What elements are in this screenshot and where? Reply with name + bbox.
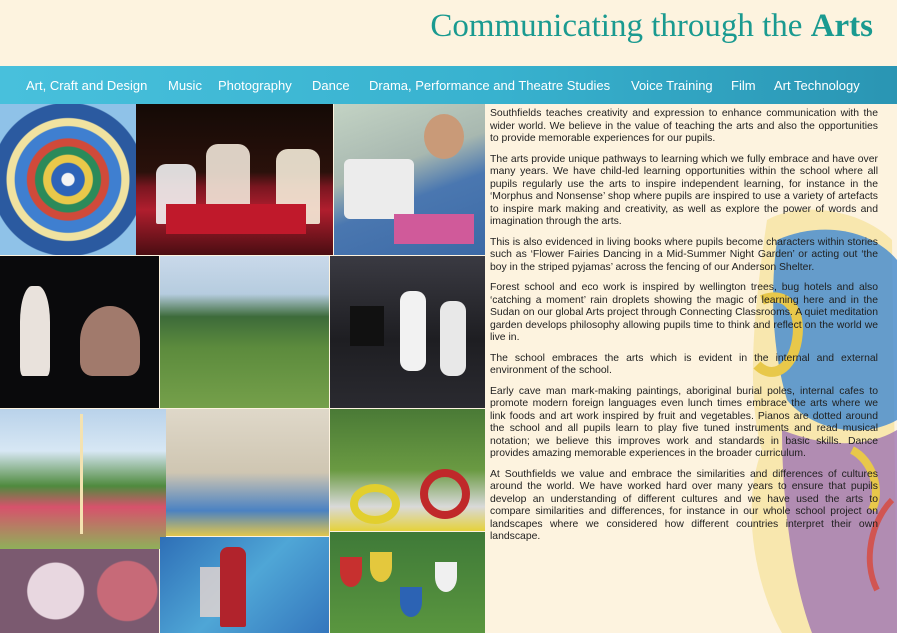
painted-shields-photo (330, 532, 485, 633)
nav-item-dance[interactable]: Dance (312, 78, 350, 93)
children-dancing-field-photo (160, 256, 329, 408)
nav-item-art-craft-design[interactable]: Art, Craft and Design (26, 78, 148, 93)
decorated-sculptures-photo (0, 549, 159, 633)
paragraph-7: At Southfields we value and embrace the similarities and differences of cultures around the world. We have worked hard over many years to ensure that pupils develop an understanding of different cultures and we have used the arts to compare similarities and differences, for instance in our whole school project on landscapes where we considered how different countries interpret their own landscape. (490, 468, 878, 542)
nav-item-film[interactable]: Film (731, 78, 756, 93)
nav-item-art-technology[interactable]: Art Technology (774, 78, 860, 93)
paragraph-2: The arts provide unique pathways to learning which we fully embrace and have over many years. We have child-led learning opportunities within the school where all pupils regularly use the arts to inspire independent learning, for instance in the ‘Morphus and Nonsense’ shop where pupils are inspired to use a variety of artefacts to inspire mark making and creativity, as well as explore the power of words and imagination through the arts. (490, 153, 878, 227)
paragraph-3: This is also evidenced in living books where pupils become characters within stories such as ‘Flower Fairies Dancing in a Mid-Summer Night Garden’ or acting out ‘the boy in the striped pyjamas’ across the fencing of our Anderson Shelter. (490, 236, 878, 273)
page-title (430, 8, 873, 45)
paragraph-5: The school embraces the arts which is evident in the internal and external environment of the school. (490, 352, 878, 376)
paragraph-1: Southfields teaches creativity and expression to enhance communication with the wider world. We believe in the value of teaching the arts and also the opportunities to provide memorable experiences for our pupils. (490, 108, 878, 144)
paragraph-4: Forest school and eco work is inspired by wellington trees, bug hotels and also ‘catching a moment’ rain droplets showing the magic of learning here and in the Sudan on our global Arts project through Connecting Classrooms. A quiet meditation garden develops philosophy allowing pupils time to think and reflect on the world we live in. (490, 282, 878, 343)
pupil-sewing-machine-photo (334, 104, 485, 255)
nav-item-drama[interactable]: Drama, Performance and Theatre Studies (369, 78, 611, 93)
nav-item-voice-training[interactable]: Voice Training (631, 78, 713, 93)
maypole-dancing-photo (0, 409, 166, 549)
violin-performance-photo (330, 256, 485, 408)
children-on-tyres-photo (330, 409, 485, 531)
page-title-main: Communicating through the (430, 8, 811, 44)
page-title-bold: Arts (810, 8, 873, 44)
ballet-dancers-photo (0, 256, 159, 408)
body-text (490, 108, 878, 552)
music-classroom-photo (166, 409, 329, 536)
paragraph-6: Early cave man mark-making paintings, aboriginal burial poles, internal cafes to promote modern foreign languages even lunch times embrace the arts where we link foods and art work inspired by fruit and vegetables. Pianos are dotted around the school and all pupils learn to play five tuned instruments and read musical notation; we believe this improves work and standards in basic skills. Dance provides amazing memorable experiences in the broader curriculum. (490, 385, 878, 459)
spiral-mosaic-artwork-photo (0, 104, 136, 255)
nav-item-photography[interactable]: Photography (218, 78, 292, 93)
nav-item-music[interactable]: Music (168, 78, 202, 93)
wine-bottle-still-life-photo (160, 537, 329, 633)
navigation-bar (0, 66, 897, 104)
pupils-playing-xylophones-photo (136, 104, 333, 255)
